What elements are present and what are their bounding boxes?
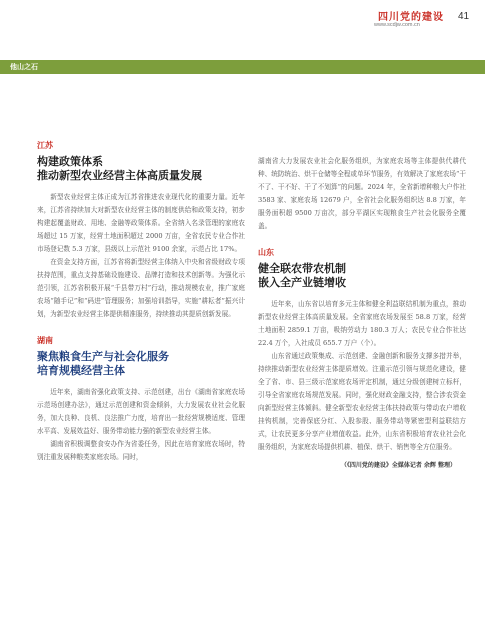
jiangsu-paragraph-1: 新型农业经营主体正成为江苏省推进农业现代化的重要力量。近年来，江苏省持续加大对新型农业经营主体的制度供给和政策支持，初步构建起覆盖财政、用地、金融等政策体系。全省纳入名录管理的家庭农场超过 15 万家，经营土地面积超过 2000 万亩，全省农民专业合作社市场登记数 5.3 万家，县级以上示范社 9100 余家，示范占比 17%。 (37, 193, 245, 253)
jiangsu-region-label: 江苏 (37, 141, 53, 150)
jiangsu-paragraph-2: 在资金支持方面，江苏省将新型经营主体纳入中央和省级财政专项扶持范围，重点支持基础设施建设、品牌打造和技术创新等。为强化示范引领，江苏省积极开展“千县带万村”行动，推动规模农业，推广家庭农场“随手记”和“码进”管理服务；加强培训指导，实施“耕耘者”振兴计划，为新型农业经营主体提供精准服务，持续推动其提质创新发展。 (37, 258, 245, 318)
hunan-title-line2: 培育规模经营主体 (37, 364, 125, 377)
hunan-paragraph-3: 湖南省大力发展农业社会化服务组织，为家庭农场等主体提供代耕代种、统防统治、烘干仓储等全程或单环节服务，有效解决了家庭农场“干不了、干不好、干了不划算”的问题。2024 年，全省新增种粮大户作社 3583 家、家庭农场 12679 户，全省社会化服务组织达 8.8 万家，年服务面积超 9500 万亩次，部分平湖区实现粮食生产社会化服务全覆盖。 (258, 157, 466, 230)
right-column (258, 155, 466, 469)
jiangsu-title-line1: 构建政策体系 (37, 155, 103, 168)
header-url: www.scdjw.com.cn (374, 22, 420, 28)
shandong-region-label: 山东 (258, 248, 274, 257)
hunan-paragraph-2: 湖南省积极调整食安办作为省委任务，因此在培育家庭农场时，特别注重发展种粮类家庭农场。同时， (37, 440, 245, 461)
left-column (37, 140, 245, 464)
shandong-title-line1: 健全联农带农机制 (258, 262, 346, 275)
shandong-paragraph-1: 近年来，山东省以培育多元主体和健全利益联结机制为重点，推动新型农业经营主体高质量发展。全省家庭农场发展至 58.8 万家，经营土地面积 2859.1 万亩，吸纳劳动力 180.3 万人；农民专业合作社达 22.4 万个，入社成员 655.7 万户（个）。 (258, 300, 466, 347)
hunan-paragraph-1: 近年来，湖南省强化政策支持、示范创建，出台《湖南省家庭农场示范场创建办法》，通过示范创建和资金倾斜，大力发展农业社会化服务，加大良种、良机、良法推广力度，培育出一批经营规模适度、管理水平高、发展效益好、服务带动能力强的新型农业经营主体。 (37, 388, 245, 435)
hunan-region-label: 湖南 (37, 336, 53, 345)
hunan-title-line1: 聚焦粮食生产与社会化服务 (37, 350, 169, 363)
shandong-title-line2: 嵌入全产业链增收 (258, 276, 346, 289)
section-banner (0, 60, 485, 74)
author-credit: （《四川党的建设》全媒体记者 余辉 整理） (340, 462, 456, 469)
header-logo: 四川党的建设 (378, 12, 444, 23)
jiangsu-title-line2: 推动新型农业经营主体高质量发展 (37, 169, 202, 182)
section-label: 他山之石 (10, 63, 38, 71)
page-number: 41 (458, 11, 470, 22)
shandong-paragraph-2: 山东省通过政策集成、示范创建、金融创新和服务支撑多措并举，持续推动新型农业经营主体提质增效。注重示范引领与规范化建设，健全了省、市、县三级示范家庭农场评定机制，通过分级创建树立标杆，引导全省家庭农场规范发展。同时，强化财政金融支持，整合涉农资金向新型经营主体倾斜。健全新型农业经营主体扶持政策与带动农户增收挂钩机制，完善保底分红、入股参股、服务带动等紧密型利益联结方式，让农民更多分享产业增值收益。此外，山东省积极培育农业社会化服务组织，为家庭农场提供机耕、植保、烘干、销售等全方位服务。 (258, 352, 466, 451)
